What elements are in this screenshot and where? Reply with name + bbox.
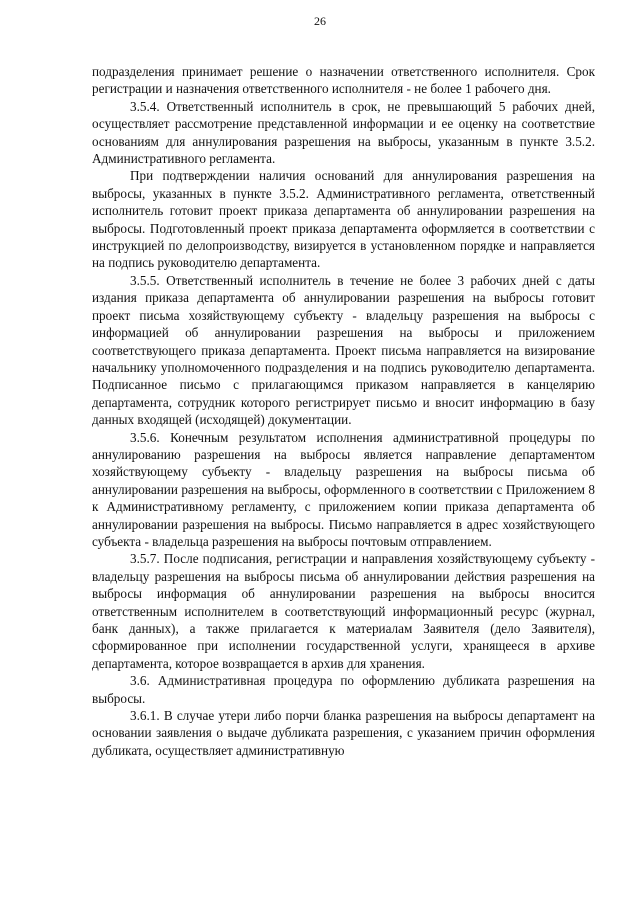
document-body — [92, 63, 595, 759]
paragraph-continuation: подразделения принимает решение о назначении ответственного исполнителя. Срок регистрации и назначения ответственного исполнителя - не более 1 рабочего дня. — [92, 64, 595, 97]
paragraph-3-5-6: 3.5.6. Конечным результатом исполнения административной процедуры по аннулированию разрешения на выбросы является направление департаментом хозяйствующему субъекту - владельцу разрешения на выбросы письма об аннулировании разрешения на выбросы, оформленного в соответствии с Приложением 8 к Административному регламенту, с приложением копии приказа департамента об аннулировании разрешения на выбросы. Письмо направляется в адрес хозяйствующего субъекта - владельца разрешения на выбросы почтовым отправлением. — [92, 429, 595, 549]
paragraph-3-5-4: 3.5.4. Ответственный исполнитель в срок, не превышающий 5 рабочих дней, осуществляет рассмотрение представленной информации и ее оценку на соответствие основаниям для аннулирования разрешения на выбросы, указанным в пункте 3.5.2. Административного регламента. — [92, 98, 595, 167]
paragraph-3-6-1: 3.6.1. В случае утери либо порчи бланка разрешения на выбросы департамент на основании заявления о выдаче дубликата разрешения, с указанием причин оформления дубликата, осуществляет административную — [92, 708, 595, 758]
paragraph-confirmation: При подтверждении наличия оснований для аннулирования разрешения на выбросы, указанных в пункте 3.5.2. Административного регламента, ответственный исполнитель готовит проект приказа департамента об аннулировании разрешения на выбросы. Подготовленный проект приказа департамента оформляется в соответствии с инструкцией по делопроизводству, визируется в установленном порядке и направляется на подпись руководителю департамента. — [92, 168, 595, 271]
page-number: 26 — [314, 14, 326, 28]
paragraph-3-5-5: 3.5.5. Ответственный исполнитель в течение не более 3 рабочих дней с даты издания приказа департамента об аннулировании разрешения на выбросы готовит проект письма хозяйствующему субъекту - владельцу разрешения на выбросы с информацией об аннулировании разрешения на выбросы и приложением соответствующего приказа департамента. Проект письма направляется на визирование начальнику уполномоченного подразделения и на подпись руководителю департамента. Подписанное письмо с прилагающимся приказом направляется в канцелярию департамента, сотрудник которого регистрирует письмо и вносит информацию в базу данных входящей (исходящей) документации. — [92, 272, 595, 428]
paragraph-3-5-7: 3.5.7. После подписания, регистрации и направления хозяйствующему субъекту - владельцу разрешения на выбросы письма об аннулировании действия разрешения на выбросы информация об аннулировании разрешения на выбросы вносится ответственным исполнителем в соответствующий информационный ресурс (журнал, банк данных), а также прилагается к материалам Заявителя (дело Заявителя), сформированное при исполнении государственной услуги, хранящееся в архиве департамента, которое возвращается в архив для хранения. — [92, 551, 595, 671]
paragraph-3-6: 3.6. Административная процедура по оформлению дубликата разрешения на выбросы. — [92, 673, 595, 706]
